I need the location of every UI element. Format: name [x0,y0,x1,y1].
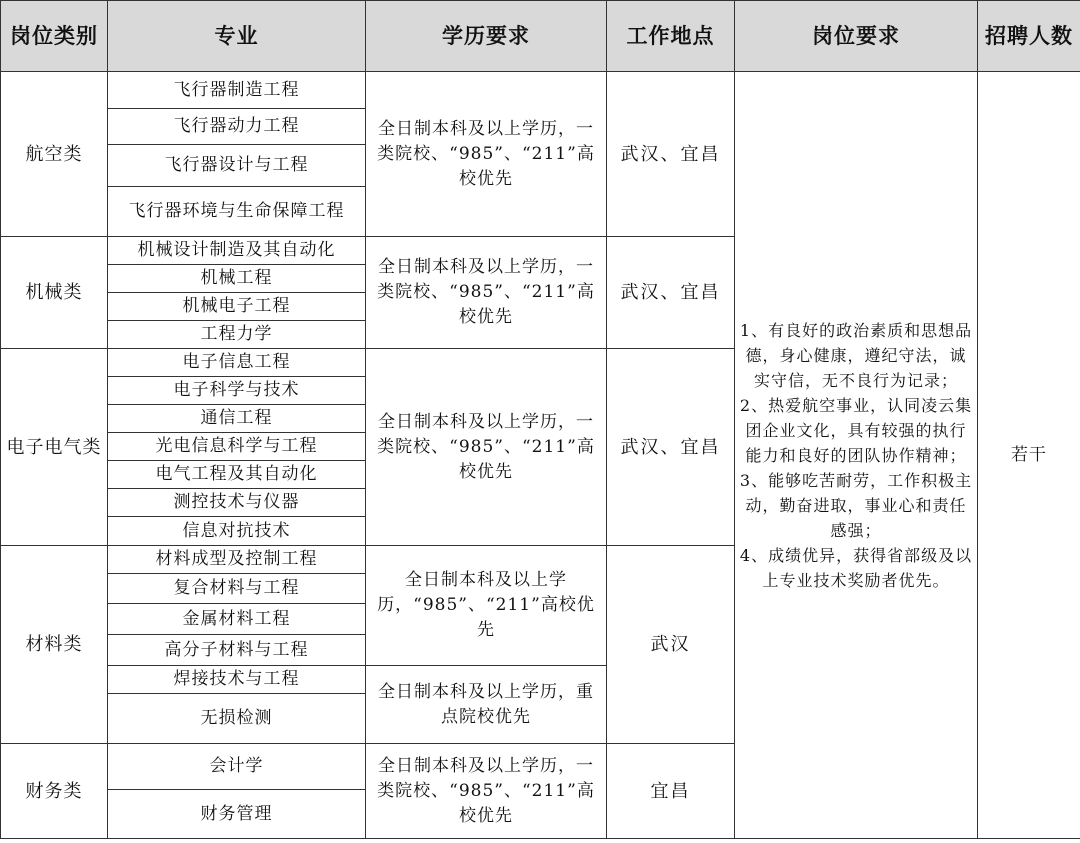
major-cell: 飞行器设计与工程 [108,145,366,187]
major-cell: 金属材料工程 [108,604,366,635]
headcount: 若干 [978,72,1080,839]
location-electronic: 武汉、宜昌 [607,349,735,546]
major-cell: 飞行器环境与生命保障工程 [108,187,366,237]
header-requirements: 岗位要求 [735,1,978,72]
category-aviation: 航空类 [1,72,108,237]
major-cell: 会计学 [108,744,366,790]
header-category: 岗位类别 [1,1,108,72]
category-finance: 财务类 [1,744,108,839]
location-aviation: 武汉、宜昌 [607,72,735,237]
major-cell: 机械设计制造及其自动化 [108,237,366,265]
major-cell: 机械电子工程 [108,293,366,321]
education-materials-b: 全日制本科及以上学历，重点院校优先 [366,666,607,744]
major-cell: 测控技术与仪器 [108,489,366,517]
header-location: 工作地点 [607,1,735,72]
major-cell: 信息对抗技术 [108,517,366,546]
header-education: 学历要求 [366,1,607,72]
table-row [1,72,1080,109]
major-cell: 飞行器制造工程 [108,72,366,109]
category-electronic: 电子电气类 [1,349,108,546]
education-mechanical: 全日制本科及以上学历，一类院校、“985”、“211”高校优先 [366,237,607,349]
major-cell: 光电信息科学与工程 [108,433,366,461]
major-cell: 机械工程 [108,265,366,293]
education-electronic: 全日制本科及以上学历，一类院校、“985”、“211”高校优先 [366,349,607,546]
major-cell: 财务管理 [108,790,366,839]
major-cell: 材料成型及控制工程 [108,546,366,574]
major-cell: 电气工程及其自动化 [108,461,366,489]
category-mechanical: 机械类 [1,237,108,349]
major-cell: 通信工程 [108,405,366,433]
education-aviation: 全日制本科及以上学历，一类院校、“985”、“211”高校优先 [366,72,607,237]
requirement-item: 1、有良好的政治素质和思想品德，身心健康，遵纪守法，诚实守信，无不良行为记录； [739,320,973,390]
requirement-item: 3、能够吃苦耐劳，工作积极主动，勤奋进取，事业心和责任感强； [739,470,973,540]
requirement-item: 2、热爱航空事业，认同凌云集团企业文化，具有较强的执行能力和良好的团队协作精神； [739,395,973,465]
major-cell: 飞行器动力工程 [108,109,366,145]
requirement-item: 4、成绩优异，获得省部级及以上专业技术奖励者优先。 [739,545,973,590]
education-materials-a: 全日制本科及以上学历，“985”、“211”高校优先 [366,546,607,666]
category-materials: 材料类 [1,546,108,744]
major-cell: 无损检测 [108,694,366,744]
header-row [1,1,1080,72]
major-cell: 电子信息工程 [108,349,366,377]
job-requirements [735,72,978,839]
header-headcount: 招聘人数 [978,1,1080,72]
location-finance: 宜昌 [607,744,735,839]
location-mechanical: 武汉、宜昌 [607,237,735,349]
major-cell: 焊接技术与工程 [108,666,366,694]
major-cell: 电子科学与技术 [108,377,366,405]
major-cell: 高分子材料与工程 [108,635,366,666]
location-materials: 武汉 [607,546,735,744]
education-finance: 全日制本科及以上学历，一类院校、“985”、“211”高校优先 [366,744,607,839]
major-cell: 工程力学 [108,321,366,349]
major-cell: 复合材料与工程 [108,574,366,604]
header-major: 专业 [108,1,366,72]
